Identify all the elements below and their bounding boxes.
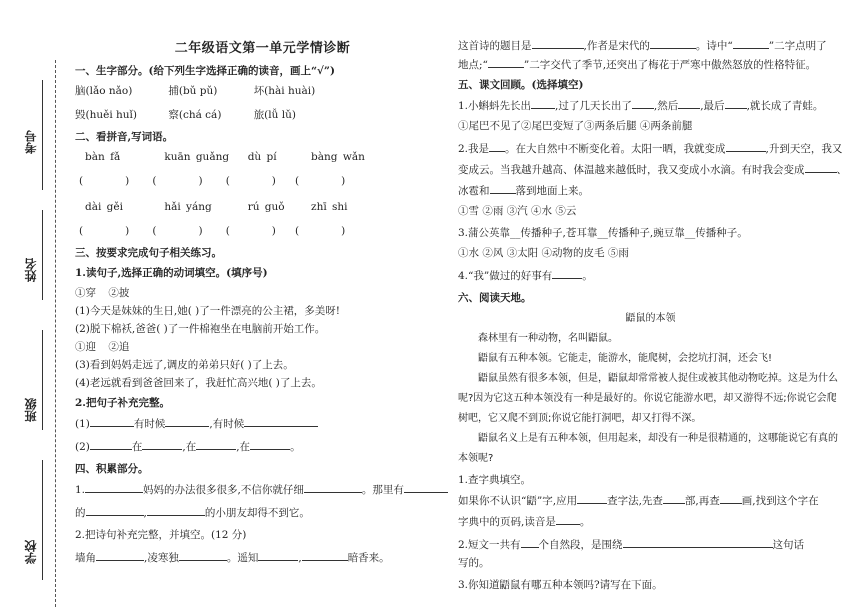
section5-title: 五、课文回顾。(选择填空): [458, 79, 584, 91]
r-line1: 这首诗的题目是 ,作者是宋代的 。诗中“ ”二字点明了: [458, 36, 843, 55]
answer-row1: [75, 172, 450, 190]
section2-title: 二、看拼音,写词语。: [75, 131, 174, 143]
fill-blank[interactable]: [632, 96, 654, 109]
passage-para-2: 鼯鼠有五种本领。它能走，能游水，能爬树，会挖坑打洞，还会飞!: [478, 353, 773, 364]
fill-blank[interactable]: [85, 480, 143, 493]
fill-blank[interactable]: [805, 160, 837, 173]
exam-number-line[interactable]: [42, 80, 43, 190]
fill-blank[interactable]: [488, 55, 524, 68]
passage-title: 鼯鼠的本领: [625, 313, 676, 324]
section1-title: 一、生字部分。(给下列生字选择正确的读音，画上“√”): [75, 65, 335, 77]
fill-blank[interactable]: [244, 414, 318, 427]
name-label: 姓名: [24, 258, 38, 282]
s5-line8: ①水 ②风 ③太阳 ④动物的皮毛 ⑤雨: [458, 247, 629, 259]
answer-box[interactable]: ( ): [152, 225, 203, 237]
char-item[interactable]: 捕(bǔ pǔ): [168, 85, 218, 97]
pinyin: hǎi yáng: [164, 201, 212, 213]
answer-box[interactable]: ( ): [152, 175, 203, 187]
s5-line1: 1.小蝌蚪先长出 ,过了几天长出了 ,然后 ,最后 ,就长成了青蛙。: [458, 96, 843, 115]
s3-line2[interactable]: (2)脱下棉袄,爸爸( )了一件棉袍坐在电脑前开始工作。: [75, 323, 326, 335]
fill-blank[interactable]: [489, 139, 505, 152]
fill-blank[interactable]: [165, 414, 209, 427]
answer-box[interactable]: ( ): [225, 175, 276, 187]
fill-blank[interactable]: [404, 480, 448, 493]
char-item[interactable]: 毁(huěi huǐ): [75, 109, 138, 121]
fill-blank[interactable]: [250, 437, 290, 450]
passage-para-1: 森林里有一种动物，名叫鼯鼠。: [478, 333, 618, 344]
pinyin: rú guǒ: [247, 201, 285, 213]
pinyin: dù pí: [247, 151, 277, 163]
char-item[interactable]: 察(chá cá): [168, 109, 222, 121]
fill-blank[interactable]: [726, 139, 766, 152]
answer-box[interactable]: ( ): [295, 225, 346, 237]
option: ①迎: [75, 341, 96, 353]
char-item[interactable]: 脑(lǎo nǎo): [75, 85, 133, 97]
s3-q1: 1.读句子,选择正确的动词填空。(填序号): [75, 267, 268, 279]
q1-title: 1.查字典填空。: [458, 474, 532, 486]
fill-blank[interactable]: [521, 535, 539, 548]
s5-line4: 变成云。当我越升越高、体温越来越低时，我又变成小水滴。有时我会变成 、: [458, 160, 843, 179]
answer-box[interactable]: ( ): [295, 175, 346, 187]
s3-line3[interactable]: (3)看到妈妈走远了,调皮的弟弟只好( )了上去。: [75, 359, 294, 371]
fill-blank[interactable]: [302, 548, 348, 561]
q1-line2: 字典中的页码,读音是 。: [458, 512, 843, 531]
class-label: 班级: [24, 398, 38, 422]
s3-line1[interactable]: (1)今天是妹妹的生日,她( )了一件漂亮的公主裙，多美呀!: [75, 305, 340, 317]
right-column: [458, 36, 847, 594]
answer-box[interactable]: ( ): [79, 225, 130, 237]
q2-line2: 写的。: [458, 557, 490, 569]
left-column: [75, 0, 450, 567]
s5-line6: ①雪 ②雨 ③汽 ④水 ⑤云: [458, 205, 577, 217]
pinyin: bàng wǎn: [311, 151, 365, 163]
fill-blank[interactable]: [142, 437, 182, 450]
fill-blank[interactable]: [623, 535, 773, 548]
school-line[interactable]: [42, 460, 43, 580]
fill-blank[interactable]: [556, 512, 580, 525]
s3-options2: [75, 338, 450, 356]
s3-q2-line2: (2) 在 ,在 ,在 。: [75, 437, 450, 456]
section4-title: 四、积累部分。: [75, 463, 149, 475]
fill-blank[interactable]: [733, 36, 769, 49]
s4-line3: 2.把诗句补充完整，并填空。(12 分): [75, 529, 247, 541]
fill-blank[interactable]: [86, 503, 144, 516]
fill-blank[interactable]: [304, 480, 362, 493]
fill-blank[interactable]: [531, 96, 555, 109]
fill-blank[interactable]: [552, 266, 582, 279]
option: ②追: [108, 341, 130, 353]
s1-row2: [75, 106, 450, 124]
page-title: 二年级语文第一单元学情诊断: [174, 41, 351, 56]
q3-line: 3.你知道鼯鼠有哪五种本领吗?请写在下面。: [458, 579, 663, 591]
answer-row2: [75, 222, 450, 240]
s4-line1: 1. 妈妈的办法很多很多,不信你就仔细 。那里有: [75, 480, 450, 499]
section3-title: 三、按要求完成句子相关练习。: [75, 247, 222, 259]
option: ②披: [108, 287, 130, 299]
exam-number-label: 考号: [24, 130, 38, 154]
fill-blank[interactable]: [577, 491, 607, 504]
pinyin-row1: [75, 148, 450, 166]
char-item[interactable]: 旅(lǚ lǔ): [253, 109, 296, 121]
r-line2: 地点;“ ”二字交代了季节,还突出了梅花于严寒中傲然怒放的性格特征。: [458, 55, 843, 74]
q1-line1: 如果你不认识“鼯”字,应用 查字法,先查 部,再查 画,找到这个字在: [458, 491, 843, 510]
pinyin: kuān guǎng: [164, 151, 230, 163]
fill-blank[interactable]: [650, 36, 696, 49]
s5-line5: 冰雹和 落到地面上来。: [458, 181, 843, 200]
fill-blank[interactable]: [90, 437, 132, 450]
fill-blank[interactable]: [196, 437, 236, 450]
fill-blank[interactable]: [90, 414, 134, 427]
s3-options1: [75, 284, 450, 302]
s3-line4[interactable]: (4)老远就看到爸爸回来了，我赶忙高兴地( )了上去。: [75, 377, 322, 389]
s1-row1: [75, 82, 450, 100]
answer-box[interactable]: ( ): [79, 175, 130, 187]
s4-line4: 墙角 ,凌寒独 。遥知 , 暗香来。: [75, 548, 450, 567]
fill-blank[interactable]: [532, 36, 584, 49]
fill-blank[interactable]: [179, 548, 227, 561]
fill-blank[interactable]: [96, 548, 144, 561]
char-item[interactable]: 坏(hài huài): [253, 85, 316, 97]
pinyin: bàn fǎ: [85, 151, 121, 163]
s3-q2: 2.把句子补充完整。: [75, 397, 170, 409]
binding-dashed-line: [55, 60, 56, 607]
fill-blank[interactable]: [147, 503, 205, 516]
fill-blank[interactable]: [678, 96, 700, 109]
fill-blank[interactable]: [725, 96, 747, 109]
s5-line9: 4.“我”做过的好事有 。: [458, 266, 843, 285]
option: ①穿: [75, 287, 96, 299]
name-line[interactable]: [42, 210, 43, 300]
fill-blank[interactable]: [258, 548, 298, 561]
passage-para-3: 鼯鼠虽然有很多本领，但是，鼯鼠却常常被人捉住或被其他动物吃掉。这是为什么呢?因为它这五种本领没有一种是最好的。你说它能游水吧，却又游得不远;你说它会爬树吧，它又爬不到顶;你说它能打洞吧，却又打得不深。: [458, 373, 838, 424]
class-line[interactable]: [42, 330, 43, 430]
s5-line7[interactable]: 3.蒲公英靠__传播种子,苍耳靠__传播种子,豌豆靠__传播种子。: [458, 227, 748, 239]
section6-title: 六、阅读天地。: [458, 292, 532, 304]
fill-blank[interactable]: [490, 181, 516, 194]
fill-blank[interactable]: [663, 491, 685, 504]
q2-line1: 2.短文一共有 个自然段，是围绕 这句话: [458, 535, 843, 554]
pinyin: dài gěi: [85, 201, 123, 213]
s3-q2-line1: (1) 有时候 ,有时候: [75, 414, 450, 433]
pinyin: zhī shi: [311, 201, 348, 213]
school-label: 学校: [24, 540, 38, 564]
s4-line2: 的 , 的小朋友却得不到它。: [75, 503, 450, 522]
pinyin-row2: [75, 198, 450, 216]
fill-blank[interactable]: [720, 491, 742, 504]
s5-line3: 2.我是 。在大自然中不断变化着。太阳一晒，我就变成 ,升到天空，我又: [458, 139, 843, 158]
s5-line2: ①尾巴不见了②尾巴变短了③两条后腿 ④两条前腿: [458, 120, 693, 132]
passage-para-4: 鼯鼠名义上是有五种本领，但用起来，却没有一种是很精通的，这哪能说它有真的本领呢?: [458, 433, 838, 464]
answer-box[interactable]: ( ): [225, 225, 276, 237]
